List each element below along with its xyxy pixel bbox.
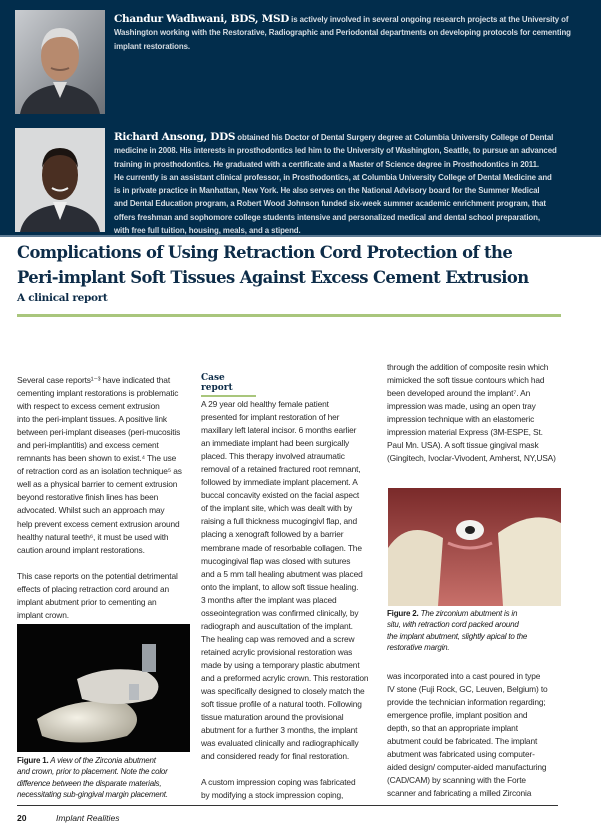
text-line: with respect to excess cement extrusion — [17, 401, 160, 412]
footer-rule — [17, 805, 200, 806]
bio-line: He currently is an assistant clinical professor, in Prosthodontics, at Columbia University College of Dental Medicine and — [114, 172, 552, 182]
bio-line: with free full tuition, housing, meals, and a stipend. — [114, 226, 301, 236]
text-line: of the implant site, which was dealt with by — [201, 503, 353, 514]
article-title — [17, 240, 597, 290]
caption-line: situ, with retraction cord packed around — [387, 620, 519, 630]
text-line: A 29 year old healthy female patient — [201, 399, 329, 409]
text-line: effects of placing retraction cord around an — [17, 583, 170, 594]
text-line: help prevent excess cement extrusion around — [17, 518, 180, 529]
text-line: by modifying a stock impression coping, — [201, 790, 344, 801]
footer-rule — [195, 805, 385, 806]
figure-2-caption — [387, 608, 527, 653]
caption-line: necessitating sub-gingival margin placement. — [17, 789, 168, 799]
text-line: between peri-implant diseases (peri-mucositis — [17, 427, 181, 438]
author-bio-wadhwani — [114, 13, 594, 53]
text-line: onto the implant, to allow soft tissue healing. — [201, 581, 359, 592]
bio-line: is actively involved in several ongoing research projects at the University of — [289, 15, 569, 24]
author-name: Chandur Wadhwani, BDS, MSD — [114, 13, 290, 25]
text-line: soft tissue profile of a natural tooth. Following — [201, 699, 362, 710]
bio-line: Washington working with the Restorative, Radiographic and Periodontal departments on developing protocols for cementing — [114, 28, 571, 38]
text-line: IV stone (Fuji Rock, GC, Leuven, Belgium) to — [387, 684, 548, 695]
caption-line: difference between the disparate materials, — [17, 778, 162, 788]
text-line: abutment for a further 3 months, the implant — [201, 725, 358, 736]
bio-line: offers freshman and sophomore college students intensive and personalized medical and dental school preparation, — [114, 212, 540, 222]
text-line: implant abutment prior to cementing an — [17, 596, 157, 607]
text-line: and a preformed acrylic crown. This restoration — [201, 672, 369, 683]
text-line: through the addition of composite resin which — [387, 362, 549, 372]
text-line: impression material Express (3M-ESPE, St. — [387, 427, 543, 438]
title-line: Complications of Using Retraction Cord Protection of the — [17, 243, 513, 262]
text-line: removal of a retained fractured root remnant, — [201, 464, 361, 475]
text-line: abutment was fabricated using computer- — [387, 749, 535, 760]
page-number: 20 — [17, 813, 27, 823]
text-line: and a 5 mm tall healing abutment was placed — [201, 568, 363, 579]
text-line: This case reports on the potential detrimental — [17, 570, 178, 581]
figure-1-caption — [17, 755, 168, 800]
text-line: placed. This therapy involved atraumatic — [201, 451, 345, 462]
text-line: impression technique with an elastomeric — [387, 414, 535, 425]
bio-line: medicine in 2008. His interests in prosthodontics led him to the University of Washington, Seattle, to pursue an advanced — [114, 146, 557, 156]
text-line: Paul Mn. USA). A soft tissue gingival mask — [387, 440, 539, 451]
title-line: Peri-implant Soft Tissues Against Excess Cement Extrusion — [17, 268, 529, 287]
text-line: was evaluated clinically and radiographically — [201, 738, 359, 749]
text-line: of retraction cord as an isolation technique⁵ as — [17, 466, 182, 477]
author-photo-ansong — [15, 128, 105, 232]
figure-label: Figure 2. — [387, 609, 419, 618]
paragraph-gap — [17, 557, 182, 570]
body-column-3-bottom — [387, 670, 548, 800]
article-subtitle: A clinical report — [17, 292, 108, 304]
caption-line: restorative margin. — [387, 642, 450, 652]
figure-label: Figure 1. — [17, 756, 49, 765]
caption-line: The zirconium abutment is in — [418, 609, 518, 618]
text-line: A custom impression coping was fabricated — [201, 777, 356, 788]
author-photo-wadhwani — [15, 10, 105, 114]
text-line: impression was made, using an open tray — [387, 401, 536, 412]
figure-1-image — [17, 624, 190, 752]
text-line: aided design/ computer-aided manufacturing — [387, 762, 547, 773]
text-line: emergence profile, implant position and — [387, 710, 528, 721]
title-divider — [17, 314, 561, 317]
text-line: buccal concavity existed on the facial aspect — [201, 490, 360, 501]
bio-line: obtained his Doctor of Dental Surgery degree at Columbia University College of Dental — [235, 133, 554, 142]
author-bio-ansong — [114, 131, 594, 237]
text-line: beyond restorative finish lines has been — [17, 492, 159, 503]
text-line: cementing implant restorations is problematic — [17, 388, 179, 399]
text-line: 3 months after the implant was placed — [201, 594, 337, 605]
text-line: mimicked the soft tissue contours which had — [387, 375, 545, 386]
text-line: Several case reports¹⁻³ have indicated that — [17, 375, 170, 385]
body-column-3-top — [387, 361, 556, 465]
text-line: healthy natural teeth⁶, it must be used with — [17, 531, 169, 542]
bio-line: training in prosthodontics. He graduated with a certificate and a Master of Science degree in Prosthodontics in 2011. — [114, 159, 540, 169]
text-line: well as a physical barrier to cement extrusion — [17, 479, 178, 490]
text-line: The healing cap was removed and a screw — [201, 633, 355, 644]
text-line: raising a full thickness mucogingivl flap, and — [201, 516, 358, 527]
paragraph-gap — [201, 763, 368, 776]
bio-line: implant restorations. — [114, 41, 190, 51]
text-line: retained acrylic provisional restoration was — [201, 646, 353, 657]
text-line: radiograph and auscultation of the implant. — [201, 620, 353, 631]
text-line: provide the technician information regarding; — [387, 697, 546, 708]
bio-line: and Dental Education program, a Robert Wood Johnson funded six-week summer academic enrichment program, that — [114, 199, 546, 209]
text-line: and considered ready for final restoration. — [201, 751, 350, 762]
caption-line: and crown, prior to placement. Note the color — [17, 767, 168, 777]
figure-2-image — [388, 488, 561, 606]
text-line: followed by immediate implant placement. A — [201, 477, 358, 488]
text-line: and peri-implantitis) and excess cement — [17, 440, 159, 451]
text-line: into the peri-implant tissues. A positive link — [17, 414, 167, 425]
text-line: maxillary left lateral incisor. 6 months earlier — [201, 425, 357, 436]
text-line: placing a xenograft followed by a barrier — [201, 529, 344, 540]
body-column-2 — [201, 398, 368, 802]
text-line: membrane made of resorbable collagen. The — [201, 542, 362, 553]
text-line: implant crown. — [17, 609, 69, 620]
text-line: remnants has been shown to exist.⁴ The use — [17, 453, 177, 464]
text-line: was incorporated into a cast poured in type — [387, 671, 541, 681]
text-line: scanner and fabricating a milled Zirconia — [387, 788, 532, 799]
caption-line: the implant abutment, slightly apical to the — [387, 631, 528, 641]
text-line: been developed around the implant⁷. An — [387, 388, 531, 399]
text-line: was specifically designed to closely match the — [201, 686, 365, 697]
caption-line: A view of the Zirconia abutment — [48, 756, 156, 765]
text-line: advocated. Whilst such an approach may — [17, 505, 165, 516]
publication-name: Implant Realities — [56, 813, 120, 823]
footer-rule — [385, 805, 558, 806]
text-line: caution around implant restorations. — [17, 544, 145, 555]
text-line: presented for implant restoration of her — [201, 412, 340, 423]
text-line: an immediate implant had been surgically — [201, 438, 350, 449]
author-name: Richard Ansong, DDS — [114, 131, 236, 143]
bio-line: is in private practice in Manhattan, New York. He also serves on the National Advisory board for the Summer Medical — [114, 186, 540, 196]
text-line: abutment could be fabricated. The implant — [387, 736, 538, 747]
text-line: made by using a temporary plastic abutment — [201, 659, 360, 670]
author-bio-banner — [0, 0, 601, 237]
body-column-1 — [17, 374, 182, 622]
section-heading-case-report: Case report — [201, 373, 256, 397]
text-line: (Gingitech, Ivoclar-Vivodent, Amherst, NY,USA) — [387, 453, 556, 464]
text-line: mucogingival flap was closed with sutures — [201, 555, 351, 566]
text-line: tissue maturation around the provisional — [201, 712, 344, 723]
text-line: depth, so that an appropriate implant — [387, 723, 518, 734]
text-line: (CAD/CAM) by scanning with the Forte — [387, 775, 526, 786]
text-line: osseointegration was confirmed clinically, by — [201, 607, 359, 618]
